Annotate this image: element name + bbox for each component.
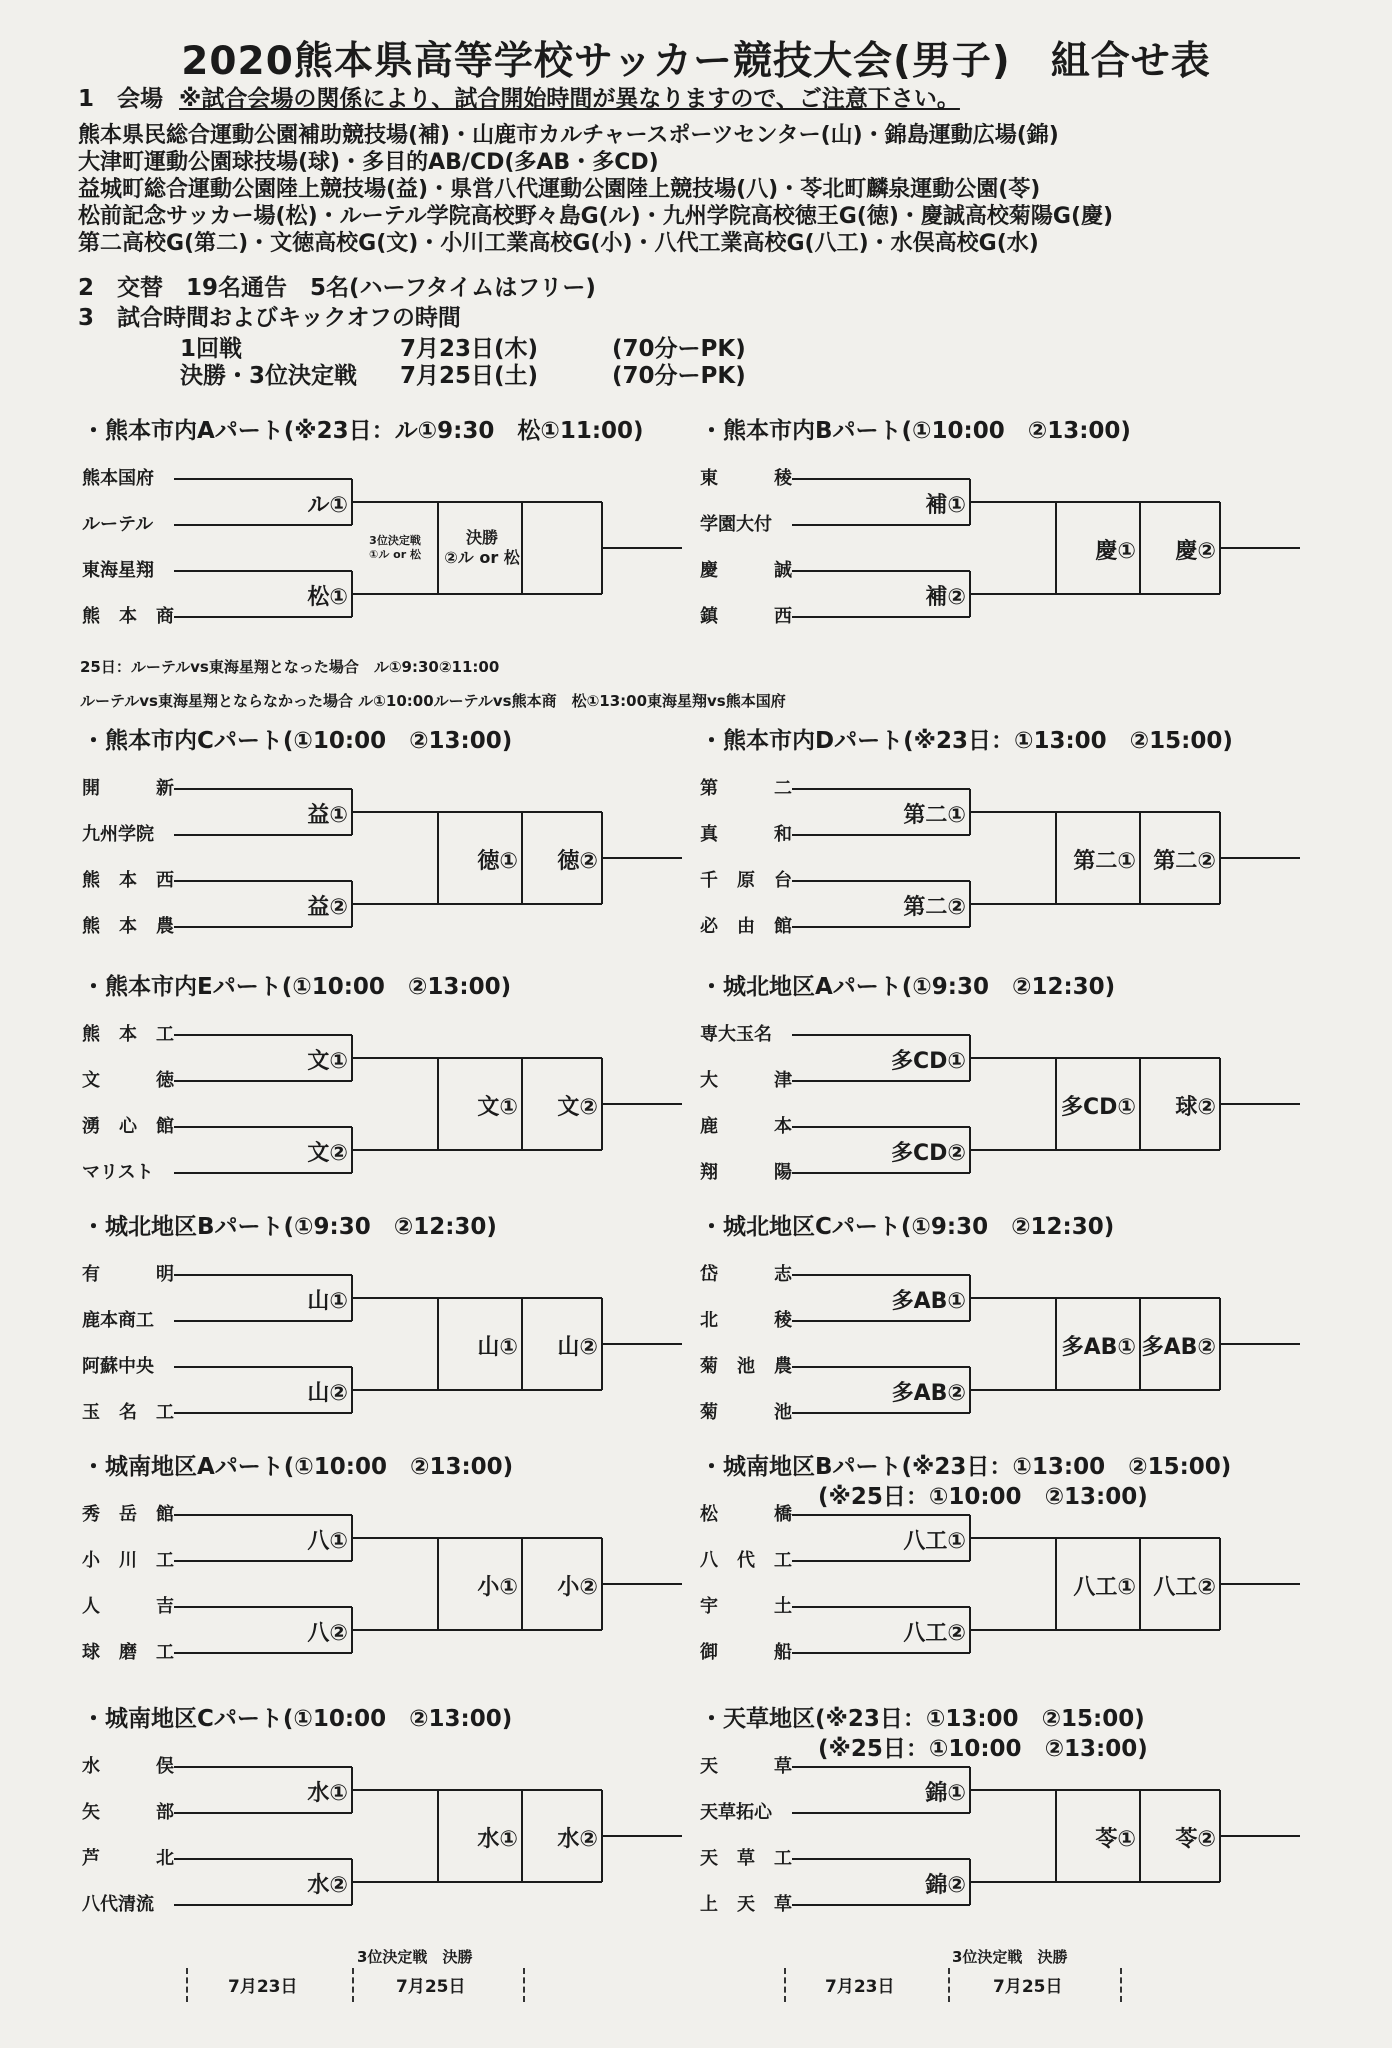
footer-date2-right: 7月25日: [993, 1977, 1063, 1997]
team-name: 真和: [700, 824, 792, 845]
venue-heading-line: [78, 80, 960, 113]
venue-line-3: 益城町総合運動公園陸上競技場(益)・県営八代運動公園陸上競技場(八)・苓北町麟泉運動公園(苓): [78, 177, 1041, 202]
round1-match-label: 錦②: [925, 1873, 966, 1898]
part-title-2: (※25日：①10:00 ②13:00): [818, 1484, 1148, 1510]
team-name: 小川工: [82, 1550, 174, 1571]
team-name: 大津: [700, 1070, 792, 1091]
time-heading: 3 試合時間およびキックオフの時間: [78, 305, 461, 331]
venue-heading: 1 会場: [78, 86, 164, 112]
team-name: 水俣: [82, 1756, 174, 1777]
part-title: ・熊本市内Cパート(①10:00 ②13:00): [82, 728, 513, 754]
round1-match-label: 益②: [307, 895, 348, 920]
round1-match-label: 水②: [307, 1873, 348, 1898]
team-name: 鹿本商工: [82, 1310, 154, 1331]
round1-match-label: 八①: [307, 1529, 348, 1554]
part-title: ・城北地区Bパート(①9:30 ②12:30): [82, 1214, 497, 1240]
third-place-match-label: 小①: [477, 1575, 518, 1600]
bracket: [82, 1024, 642, 1234]
team-name: 宇土: [700, 1596, 792, 1617]
third-place-match-label: 八工①: [1073, 1575, 1136, 1600]
round1-match-label: 多AB①: [891, 1289, 966, 1314]
bracket: [82, 778, 642, 988]
team-name: 御船: [700, 1642, 792, 1663]
team-name: 北稜: [700, 1310, 792, 1331]
round1-match-label: 八工②: [903, 1621, 966, 1646]
bracket: [82, 1264, 642, 1474]
partA-note-2: ルーテルvs東海星翔とならなかった場合 ル①10:00ルーテルvs熊本商 松①13:00東海星翔vs熊本国府: [80, 692, 786, 710]
team-name: 第二: [700, 778, 792, 799]
part-title-2: (※25日：①10:00 ②13:00): [818, 1736, 1148, 1762]
third-place-match-label: 山①: [477, 1335, 518, 1360]
team-name: 熊本商: [82, 606, 174, 627]
page-title: 2020熊本県高等学校サッカー競技大会(男子) 組合せ表: [181, 39, 1211, 84]
round1-match-label: 第二②: [903, 895, 966, 920]
third-place-match-label: 文①: [477, 1095, 518, 1120]
third-place-match-label: 苓①: [1095, 1827, 1136, 1852]
team-name: ルーテル: [82, 514, 154, 535]
part-title: ・熊本市内Aパート(※23日：ル①9:30 松①11:00): [82, 418, 644, 444]
round1-match-label: 補①: [925, 493, 966, 518]
part-title: ・天草地区(※23日：①13:00 ②15:00): [700, 1706, 1145, 1732]
team-name: 天草工: [700, 1848, 792, 1869]
bracket: [82, 468, 642, 678]
team-name: 湧心館: [82, 1116, 174, 1137]
team-name: 菊池農: [700, 1356, 792, 1377]
team-name: マリスト: [82, 1162, 154, 1183]
bracket: [82, 1756, 642, 1966]
team-name: 東海星翔: [82, 560, 154, 581]
venue-line-1: 熊本県民総合運動公園補助競技場(補)・山鹿市カルチャースポーツセンター(山)・錦島運動広場(錦): [78, 123, 1059, 148]
team-name: 千原台: [700, 870, 792, 891]
bracket: [82, 1504, 642, 1714]
team-name: 翔陽: [700, 1162, 792, 1183]
part-title: ・城南地区Bパート(※23日：①13:00 ②15:00): [700, 1454, 1232, 1480]
bracket: [700, 1756, 1260, 1966]
round1-match-label: 山①: [307, 1289, 348, 1314]
final-match-label: 文②: [557, 1095, 598, 1120]
round1-match-label: 多CD①: [890, 1049, 966, 1074]
round1-match-label: 錦①: [925, 1781, 966, 1806]
team-name: 学園大付: [700, 514, 772, 535]
round1-match-label: 補②: [925, 585, 966, 610]
bracket: [700, 1024, 1260, 1234]
substitution-rule: 2 交替 19名通告 5名(ハーフタイムはフリー): [78, 275, 596, 301]
team-name: 阿蘇中央: [82, 1356, 154, 1377]
footer-divider: [784, 1968, 786, 2002]
round1-match-label: 文②: [307, 1141, 348, 1166]
final-match-label: 徳②: [557, 849, 598, 874]
third-place-match-label: 徳①: [477, 849, 518, 874]
team-name: 必由館: [700, 916, 792, 937]
team-name: 八代工: [700, 1550, 792, 1571]
time-format-2: (70分ーPK): [612, 363, 746, 389]
team-name: 玉名工: [82, 1402, 174, 1423]
round1-match-label: 第二①: [903, 803, 966, 828]
final-match-label: 球②: [1175, 1095, 1216, 1120]
team-name: 慶誠: [700, 560, 792, 581]
team-name: 天草拓心: [700, 1802, 772, 1823]
final-match-label: 山②: [557, 1335, 598, 1360]
third-place-match-label: 第二①: [1073, 849, 1136, 874]
bracket: [700, 468, 1260, 678]
final-match-label: 多AB②: [1141, 1335, 1216, 1360]
part-title: ・熊本市内Eパート(①10:00 ②13:00): [82, 974, 512, 1000]
team-name: 九州学院: [82, 824, 154, 845]
final-match-label: 慶②: [1175, 539, 1216, 564]
final-label: 決勝 ②ル or 松: [444, 528, 520, 567]
round1-match-label: 多AB②: [891, 1381, 966, 1406]
team-name: 熊本西: [82, 870, 174, 891]
footer-date1-right: 7月23日: [825, 1977, 895, 1997]
team-name: 岱志: [700, 1264, 792, 1285]
footer-divider: [523, 1968, 525, 2002]
team-name: 矢部: [82, 1802, 174, 1823]
partA-note-1: 25日：ルーテルvs東海星翔となった場合 ル①9:30②11:00: [80, 658, 500, 676]
team-name: 秀岳館: [82, 1504, 174, 1525]
part-title: ・城南地区Aパート(①10:00 ②13:00): [82, 1454, 514, 1480]
team-name: 文徳: [82, 1070, 174, 1091]
footer-round-labels-right: 3位決定戦 決勝: [952, 1948, 1068, 1966]
team-name: 有明: [82, 1264, 174, 1285]
team-name: 開新: [82, 778, 174, 799]
third-place-match-label: 多CD①: [1060, 1095, 1136, 1120]
team-name: 人吉: [82, 1596, 174, 1617]
final-match-label: 八工②: [1153, 1575, 1216, 1600]
third-place-match-label: 水①: [477, 1827, 518, 1852]
team-name: 鎮西: [700, 606, 792, 627]
team-name: 天草: [700, 1756, 792, 1777]
footer-date2-left: 7月25日: [396, 1977, 466, 1997]
team-name: 熊本工: [82, 1024, 174, 1045]
time-date-1: 7月23日(木): [400, 336, 539, 362]
team-name: 菊池: [700, 1402, 792, 1423]
round1-match-label: 水①: [307, 1781, 348, 1806]
round1-match-label: 山②: [307, 1381, 348, 1406]
footer-divider: [948, 1968, 950, 2002]
final-match-label: 第二②: [1153, 849, 1216, 874]
bracket: [700, 1504, 1260, 1714]
round1-match-label: 松①: [307, 585, 348, 610]
final-match-label: 小②: [557, 1575, 598, 1600]
part-title: ・城南地区Cパート(①10:00 ②13:00): [82, 1706, 513, 1732]
round1-match-label: 益①: [307, 803, 348, 828]
round1-match-label: 八②: [307, 1621, 348, 1646]
final-match-label: 苓②: [1175, 1827, 1216, 1852]
team-name: 球磨工: [82, 1642, 174, 1663]
team-name: 専大玉名: [700, 1024, 772, 1045]
footer-divider: [1120, 1968, 1122, 2002]
footer-divider: [352, 1968, 354, 2002]
venue-notice: ※試合会場の関係により、試合開始時間が異なりますので、ご注意下さい。: [179, 86, 960, 112]
third-place-match-label: 慶①: [1095, 539, 1136, 564]
bracket: [700, 778, 1260, 988]
team-name: 熊本国府: [82, 468, 154, 489]
part-title: ・城北地区Aパート(①9:30 ②12:30): [700, 974, 1116, 1000]
part-title: ・熊本市内Dパート(※23日：①13:00 ②15:00): [700, 728, 1233, 754]
round1-match-label: ル①: [307, 493, 348, 518]
venue-line-4: 松前記念サッカー場(松)・ルーテル学院高校野々島G(ル)・九州学院高校徳王G(徳)・慶誠高校菊陽G(慶): [78, 204, 1114, 229]
round1-match-label: 八工①: [903, 1529, 966, 1554]
venue-line-5: 第二高校G(第二)・文徳高校G(文)・小川工業高校G(小)・八代工業高校G(八工)・水俣高校G(水): [78, 231, 1039, 256]
venue-line-2: 大津町運動公園球技場(球)・多目的AB/CD(多AB・多CD): [78, 150, 659, 175]
final-match-label: 水②: [557, 1827, 598, 1852]
round1-match-label: 多CD②: [890, 1141, 966, 1166]
round1-match-label: 文①: [307, 1049, 348, 1074]
team-name: 東稜: [700, 468, 792, 489]
footer-round-labels-left: 3位決定戦 決勝: [357, 1948, 473, 1966]
third-place-label: 3位決定戦 ①ル or 松: [369, 534, 421, 561]
part-title: ・熊本市内Bパート(①10:00 ②13:00): [700, 418, 1131, 444]
footer-divider: [186, 1968, 188, 2002]
team-name: 八代清流: [82, 1894, 154, 1915]
team-name: 鹿本: [700, 1116, 792, 1137]
bracket: [700, 1264, 1260, 1474]
time-round-1: 1回戦: [180, 336, 243, 362]
team-name: 熊本農: [82, 916, 174, 937]
time-round-2: 決勝・3位決定戦: [180, 363, 358, 389]
team-name: 松橋: [700, 1504, 792, 1525]
third-place-match-label: 多AB①: [1061, 1335, 1136, 1360]
time-format-1: (70分ーPK): [612, 336, 746, 362]
team-name: 上天草: [700, 1894, 792, 1915]
part-title: ・城北地区Cパート(①9:30 ②12:30): [700, 1214, 1115, 1240]
team-name: 芦北: [82, 1848, 174, 1869]
time-date-2: 7月25日(土): [400, 363, 539, 389]
footer-date1-left: 7月23日: [228, 1977, 298, 1997]
